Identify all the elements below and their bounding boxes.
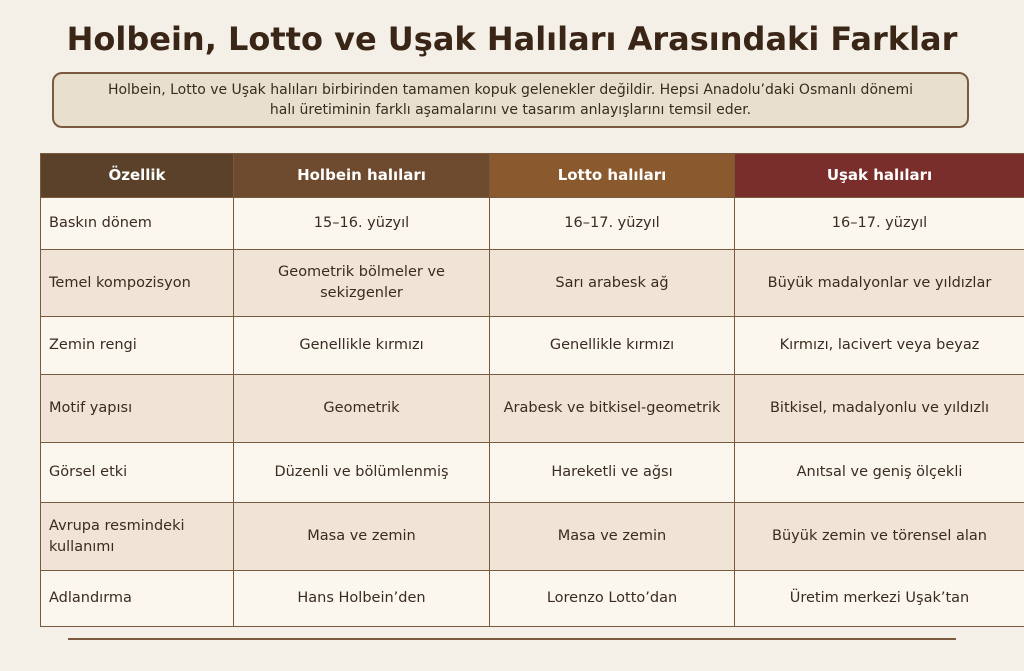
usak-cell: Kırmızı, lacivert veya beyaz — [735, 317, 1024, 375]
feature-cell: Adlandırma — [41, 571, 234, 627]
holbein-cell: 15–16. yüzyıl — [234, 198, 490, 250]
holbein-cell: Geometrik bölmeler ve sekizgenler — [234, 250, 490, 317]
usak-cell: 16–17. yüzyıl — [735, 198, 1024, 250]
usak-cell: Bitkisel, madalyonlu ve yıldızlı — [735, 375, 1024, 443]
feature-cell: Motif yapısı — [41, 375, 234, 443]
feature-cell: Baskın dönem — [41, 198, 234, 250]
lotto-cell: Arabesk ve bitkisel-geometrik — [490, 375, 735, 443]
usak-cell: Büyük madalyonlar ve yıldızlar — [735, 250, 1024, 317]
table-row — [41, 250, 1024, 317]
lotto-cell: Sarı arabesk ağ — [490, 250, 735, 317]
lotto-cell: Lorenzo Lotto’dan — [490, 571, 735, 627]
intro-text: Holbein, Lotto ve Uşak halıları birbirinden tamamen kopuk gelenekler değildir. Hepsi Anadolu’daki Osmanlı dönemi halı üretiminin farklı aşamalarını ve tasarım anlayışlarını temsil eder. — [107, 82, 914, 118]
intro-box — [52, 72, 969, 128]
bottom-divider — [68, 638, 956, 640]
usak-cell: Anıtsal ve geniş ölçekli — [735, 443, 1024, 503]
usak-cell: Üretim merkezi Uşak’tan — [735, 571, 1024, 627]
lotto-cell: Genellikle kırmızı — [490, 317, 735, 375]
table-row — [41, 503, 1024, 571]
table-row — [41, 198, 1024, 250]
feature-cell: Avrupa resmindeki kullanımı — [41, 503, 234, 571]
page-title: Holbein, Lotto ve Uşak Halıları Arasındaki Farklar — [66, 20, 958, 58]
holbein-cell: Geometrik — [234, 375, 490, 443]
header-feature: Özellik — [41, 154, 234, 198]
header-usak: Uşak halıları — [735, 154, 1024, 198]
comparison-table — [40, 153, 1024, 627]
feature-cell: Temel kompozisyon — [41, 250, 234, 317]
lotto-cell: Hareketli ve ağsı — [490, 443, 735, 503]
table-row — [41, 317, 1024, 375]
usak-cell: Büyük zemin ve törensel alan — [735, 503, 1024, 571]
feature-cell: Görsel etki — [41, 443, 234, 503]
holbein-cell: Genellikle kırmızı — [234, 317, 490, 375]
lotto-cell: Masa ve zemin — [490, 503, 735, 571]
holbein-cell: Düzenli ve bölümlenmiş — [234, 443, 490, 503]
lotto-cell: 16–17. yüzyıl — [490, 198, 735, 250]
header-lotto: Lotto halıları — [490, 154, 735, 198]
table-row — [41, 443, 1024, 503]
feature-cell: Zemin rengi — [41, 317, 234, 375]
holbein-cell: Hans Holbein’den — [234, 571, 490, 627]
table-row — [41, 375, 1024, 443]
table-row — [41, 571, 1024, 627]
holbein-cell: Masa ve zemin — [234, 503, 490, 571]
header-holbein: Holbein halıları — [234, 154, 490, 198]
table-header-row — [41, 154, 1024, 198]
